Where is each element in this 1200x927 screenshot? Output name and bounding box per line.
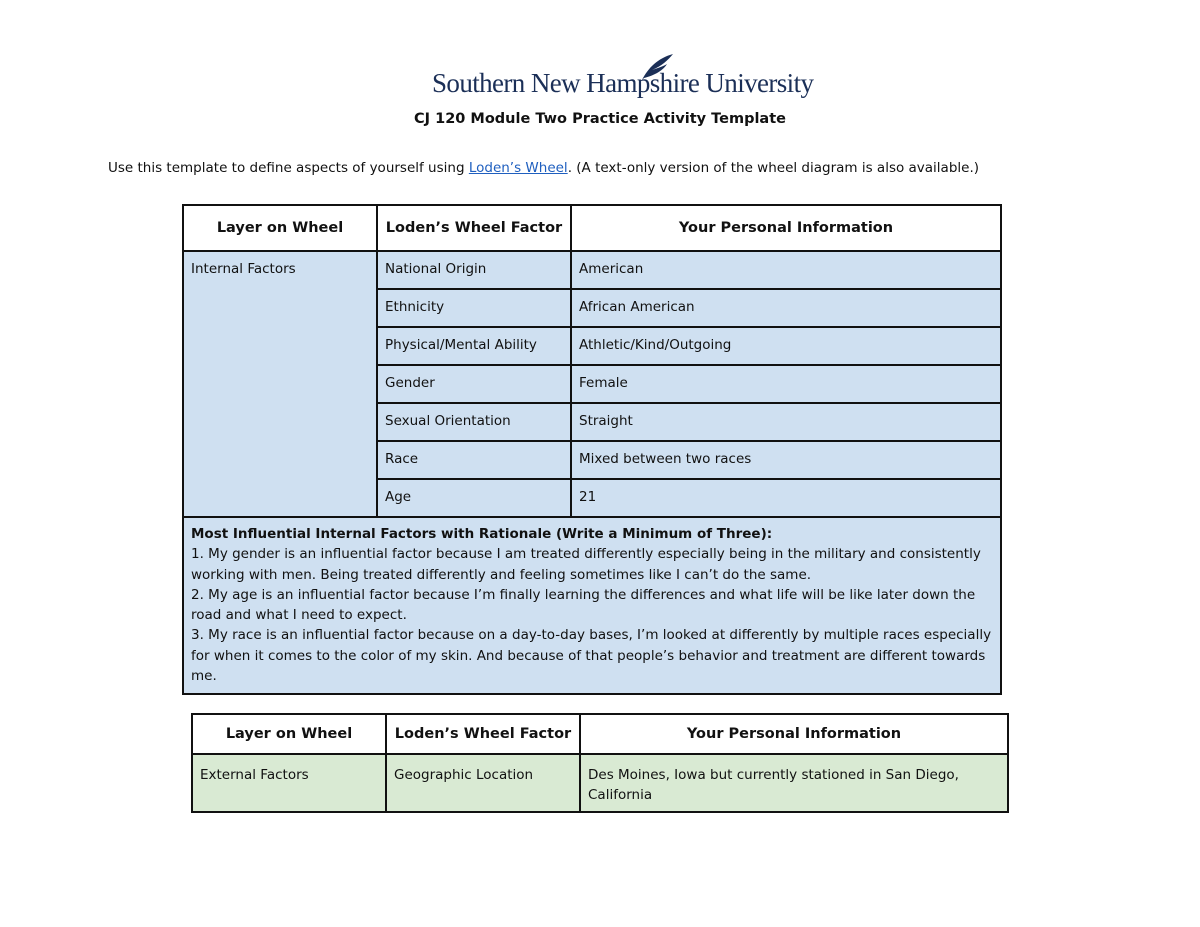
factor-cell: Race: [377, 441, 571, 479]
layer-cell: Internal Factors: [183, 251, 377, 517]
external-factors-table: [191, 713, 1009, 813]
header-layer: Layer on Wheel: [192, 714, 386, 754]
university-logo: [432, 52, 814, 106]
feather-icon: [640, 52, 674, 82]
factor-cell: National Origin: [377, 251, 571, 289]
internal-factors-table: [182, 204, 1002, 695]
factor-cell: Geographic Location: [386, 754, 580, 812]
layer-cell: External Factors: [192, 754, 386, 812]
factor-cell: Physical/Mental Ability: [377, 327, 571, 365]
table-row: [192, 754, 1008, 812]
header-factor: Loden’s Wheel Factor: [377, 205, 571, 251]
rationale-item: 3. My race is an influential factor because on a day-to-day bases, I’m looked at differently by multiple races especially for when it comes to the color of my skin. And because of that people’s behavior and treatment are different towards me.: [191, 627, 992, 685]
intro-text-after: . (A text-only version of the wheel diagram is also available.): [567, 160, 980, 176]
header-factor: Loden’s Wheel Factor: [386, 714, 580, 754]
info-cell: American: [571, 251, 1001, 289]
lodens-wheel-link[interactable]: Loden’s Wheel: [468, 160, 568, 176]
rationale-heading: Most Influential Internal Factors with Rationale (Write a Minimum of Three):: [191, 526, 773, 542]
info-cell: Female: [571, 365, 1001, 403]
rationale-row: [183, 517, 1001, 694]
table-header-row: [192, 714, 1008, 754]
header-info: Your Personal Information: [580, 714, 1008, 754]
factor-cell: Gender: [377, 365, 571, 403]
header-info: Your Personal Information: [571, 205, 1001, 251]
info-cell: African American: [571, 289, 1001, 327]
info-cell: Mixed between two races: [571, 441, 1001, 479]
table-row: [183, 251, 1001, 289]
page-title: CJ 120 Module Two Practice Activity Template: [414, 111, 786, 127]
intro-paragraph: [108, 160, 979, 176]
logo-wordmark: Southern New Hampshire University: [432, 68, 814, 98]
info-cell: Des Moines, Iowa but currently stationed in San Diego, California: [580, 754, 1008, 812]
rationale-item: 1. My gender is an influential factor because I am treated differently especially being in the military and consistently working with men. Being treated differently and feeling sometimes like I can’t do the same.: [191, 546, 981, 583]
info-cell: Straight: [571, 403, 1001, 441]
info-cell: Athletic/Kind/Outgoing: [571, 327, 1001, 365]
table-header-row: [183, 205, 1001, 251]
intro-text-before: Use this template to define aspects of yourself using: [108, 160, 469, 176]
info-cell: 21: [571, 479, 1001, 517]
rationale-cell: [183, 517, 1001, 694]
factor-cell: Sexual Orientation: [377, 403, 571, 441]
factor-cell: Age: [377, 479, 571, 517]
rationale-item: 2. My age is an influential factor because I’m finally learning the differences and what life will be like later down the road and what I need to expect.: [191, 586, 976, 624]
header-layer: Layer on Wheel: [183, 205, 377, 251]
factor-cell: Ethnicity: [377, 289, 571, 327]
